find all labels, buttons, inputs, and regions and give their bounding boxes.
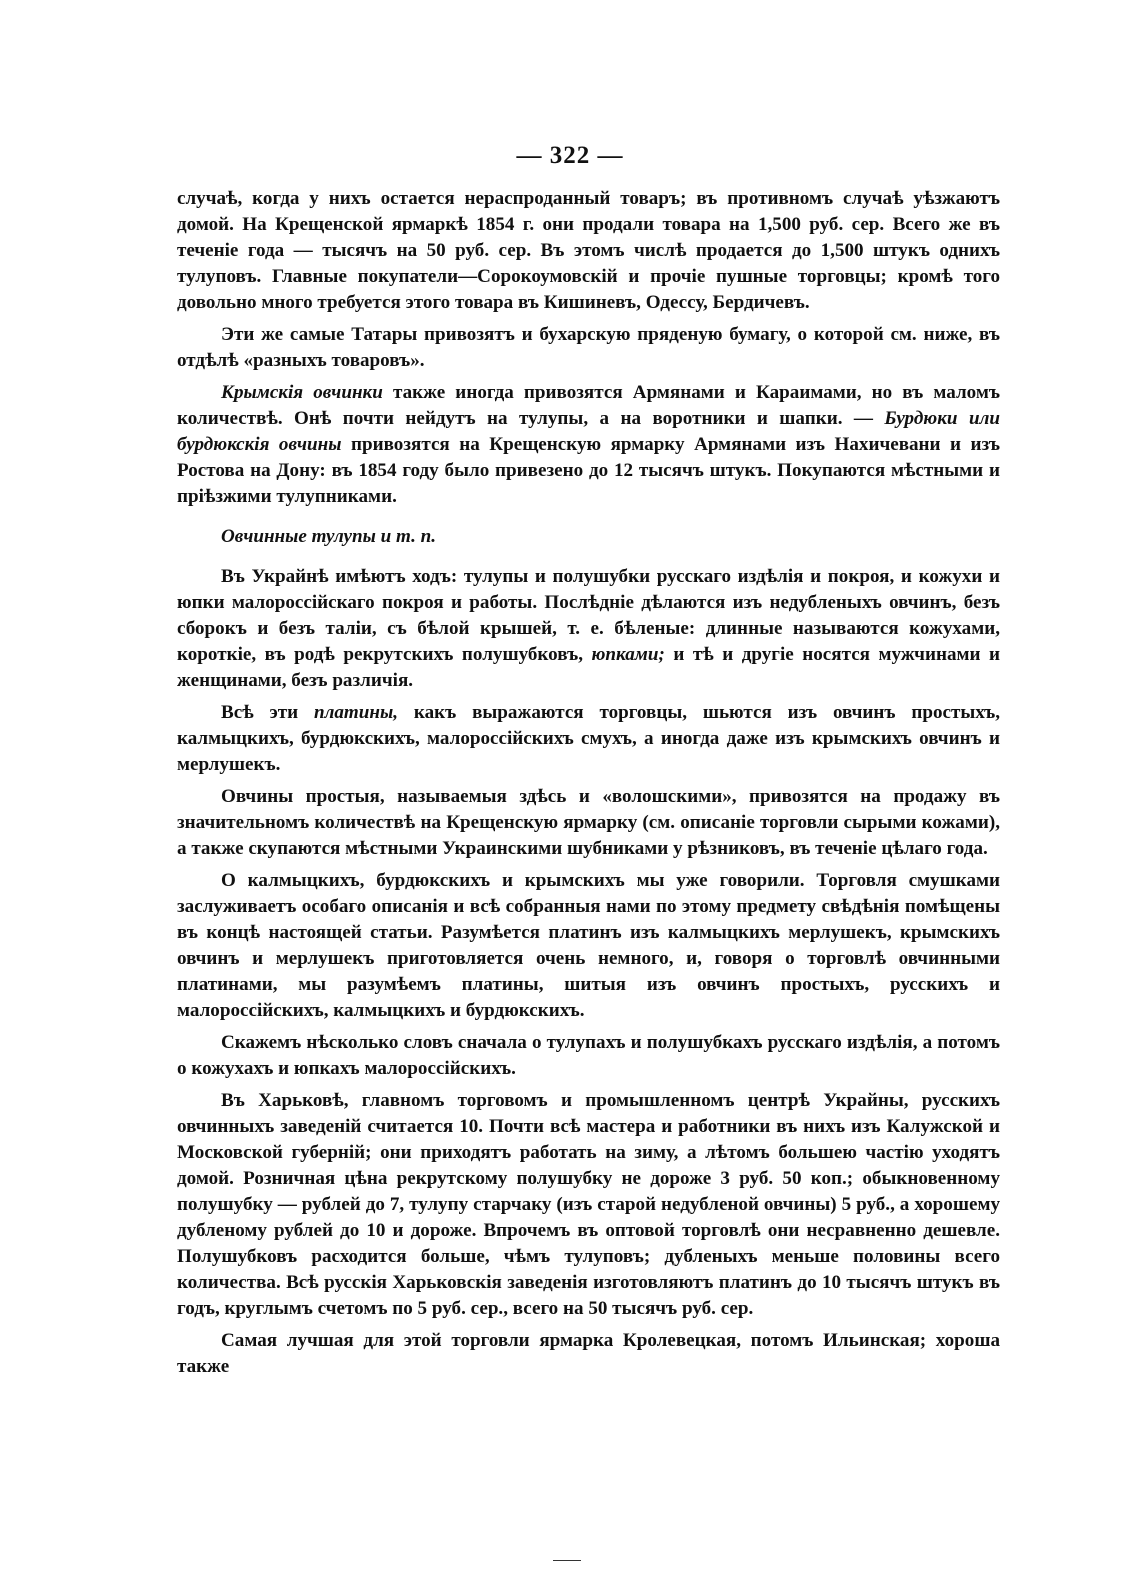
- paragraph-text: случаѣ, когда у нихъ остается нераспроданный товаръ; въ противномъ случаѣ уѣзжаютъ домой. На Крещенской ярмаркѣ 1854 г. они продали товара на 1,500 руб. сер. Всего же въ теченіе года — тысячъ на 50 руб. сер. Въ этомъ числѣ продается до 1,500 штукъ однихъ тулуповъ. Главные покупатели—Сорокоумовскій и прочіе пушные торговцы; кромѣ того довольно много требуется этого товара въ Кишиневъ, Одессу, Бердичевъ.: [177, 188, 1000, 313]
- paragraph-text: какъ выражаются торговцы, шьются изъ овчинъ простыхъ, калмыцкихъ, бурдюкскихъ, малороссійскихъ смухъ, а иногда даже изъ крымскихъ овчинъ и мерлушекъ.: [177, 702, 1000, 775]
- paragraph-few-words: [177, 1030, 1000, 1082]
- paragraph-text: Эти же самые Татары привозятъ и бухарскую пряденую бумагу, о которой см. ниже, въ отдѣлѣ «разныхъ товаровъ».: [177, 324, 1000, 371]
- paragraph-text: также иногда привозятся Армянами и Караимами, но въ маломъ количествѣ. Онѣ почти нейдутъ на тулупы, а на воротники и шапки. —: [177, 382, 1001, 429]
- paragraph-text: Всѣ эти: [221, 702, 314, 723]
- paragraph-ukraine-coats: [177, 564, 1000, 694]
- paragraph-text: привозятся на Крещенскую ярмарку Армянами изъ Нахичевани и изъ Ростова на Дону: въ 1854 году было привезено до 12 тысячъ штукъ. Покупаются мѣстными и пріѣзжими тулупниками.: [177, 434, 1000, 507]
- page-number: — 322 —: [516, 142, 624, 169]
- italic-term: Крымскія овчинки: [221, 382, 383, 403]
- italic-term: юпками;: [591, 644, 665, 665]
- italic-term: платины,: [313, 702, 399, 723]
- paragraph-text: О калмыцкихъ, бурдюкскихъ и крымскихъ мы уже говорили. Торговля смушками заслуживаетъ особаго описанія и всѣ собранныя нами по этому предмету свѣдѣнія помѣщены въ концѣ настоящей статьи. Разумѣется платинъ изъ калмыцкихъ мерлушекъ, крымскихъ овчинъ и мерлушекъ приготовляется очень немного, и, говоря о торговлѣ овчинными платинами, мы разумѣемъ платины, шитыя изъ овчинъ простыхъ, русскихъ и малороссійскихъ, калмыцкихъ и бурдюкскихъ.: [177, 870, 1000, 1021]
- paragraph-text: Овчины простыя, называемыя здѣсь и «волошскими», привозятся на продажу въ значительномъ количествѣ на Крещенскую ярмарку (см. описаніе торговли сырыми кожами), а также скупаются мѣстными Украинскими шубниками у рѣзниковъ, въ теченіе цѣлаго года.: [177, 786, 1000, 859]
- paragraph-text: Скажемъ нѣсколько словъ сначала о тулупахъ и полушубкахъ русскаго издѣлія, а потомъ о кожухахъ и юпкахъ малороссійскихъ.: [177, 1032, 1000, 1079]
- paragraph-text: Въ Украйнѣ имѣютъ ходъ: тулупы и полушубки русскаго издѣлія и покроя, и кожухи и юпки малороссійскаго покроя и работы. Послѣдніе дѣлаются изъ недубленыхъ овчинъ, безъ сборокъ и безъ таліи, съ бѣлой крышей, т. е. бѣленые: длинные называются кожухами, короткіе, въ родѣ рекрутскихъ полушубковъ,: [177, 566, 1000, 665]
- paragraph-text: Въ Харьковѣ, главномъ торговомъ и промышленномъ центрѣ Украйны, русскихъ овчинныхъ заведеній считается 10. Почти всѣ мастера и работники въ нихъ изъ Калужской и Московской губерній; они приходятъ работать на зиму, а лѣтомъ большею частію уходятъ домой. Розничная цѣна рекрутскому полушубку не дороже 3 руб. 50 коп.; обыкновенному полушубку — рублей до 7, тулупу старчаку (изъ старой недубленой овчины) 5 руб., а хорошему дубленому рублей до 10 и дороже. Впрочемъ въ оптовой торговлѣ они несравненно дешевле. Полушубковъ расходится больше, чѣмъ тулуповъ; дубленыхъ меньше половины всего количества. Всѣ русскія Харьковскія заведенія изготовляютъ платинъ до 10 тысячъ штукъ въ годъ, круглымъ счетомъ по 5 руб. сер., всего на 50 тысячъ руб. сер.: [177, 1090, 1000, 1319]
- paragraph-text: и тѣ и другіе носятся мужчинами и женщинами, безъ различія.: [177, 644, 1000, 691]
- paragraph-kharkov: [177, 1088, 1000, 1322]
- section-heading: Овчинные тулупы и т. п.: [221, 526, 437, 547]
- paragraph-continued: [177, 186, 1000, 316]
- paragraph-platiny: [177, 700, 1000, 778]
- paragraph-tatars-cotton: [177, 322, 1000, 374]
- paragraph-text: Самая лучшая для этой торговли ярмарка Кролевецкая, потомъ Ильинская; хороша также: [177, 1330, 1000, 1377]
- italic-term: Бурдюки или бурдюкскія овчины: [177, 408, 1000, 455]
- paragraph-fair: [177, 1328, 1000, 1380]
- paragraph-crimean-sheepskins: [177, 380, 1000, 510]
- paragraph-simple-sheepskins: [177, 784, 1000, 862]
- paragraph-kalmyk: [177, 868, 1000, 1024]
- body-text: [177, 186, 1000, 1386]
- bottom-rule: [553, 1560, 581, 1561]
